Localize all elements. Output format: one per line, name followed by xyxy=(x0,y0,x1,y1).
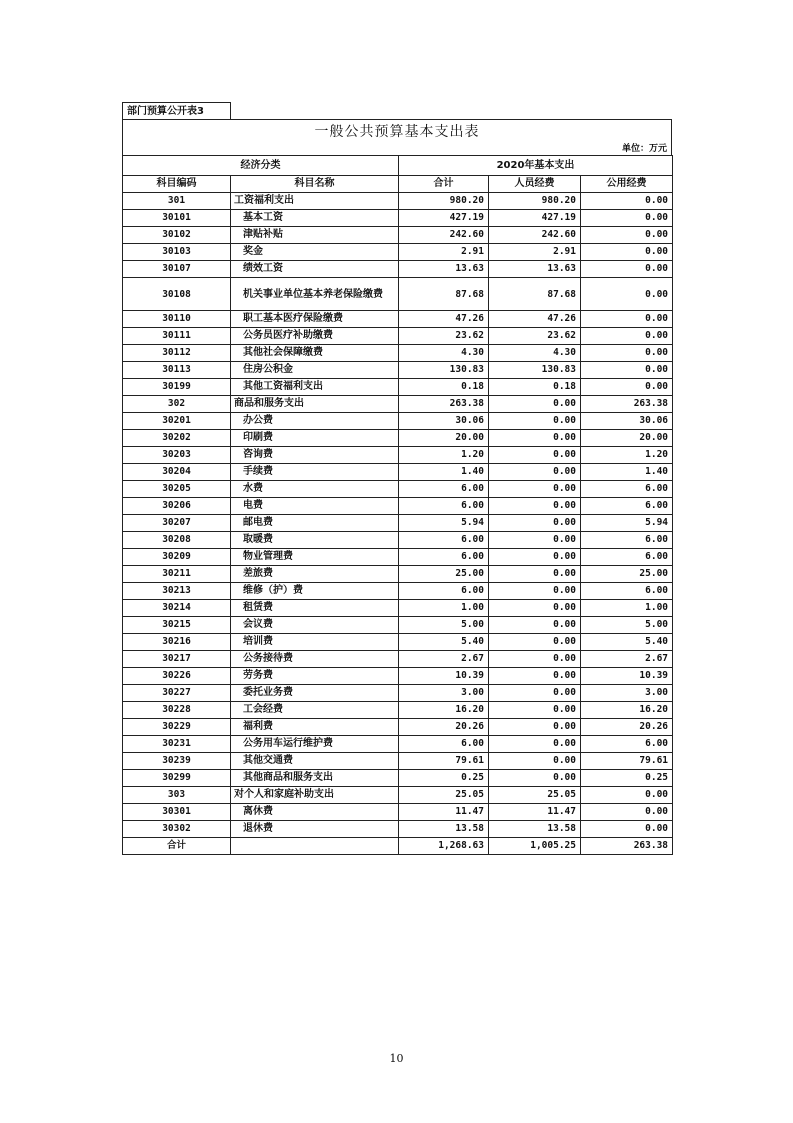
table-row xyxy=(123,278,673,311)
header-public: 公用经费 xyxy=(581,176,673,193)
expenditure-table xyxy=(122,155,673,855)
table-row xyxy=(123,481,673,498)
row-public: 0.00 xyxy=(581,379,673,396)
row-public: 3.00 xyxy=(581,685,673,702)
row-personnel: 0.00 xyxy=(489,753,581,770)
row-name: 物业管理费 xyxy=(231,549,399,566)
row-total: 23.62 xyxy=(399,328,489,345)
row-code: 30207 xyxy=(123,515,231,532)
row-total: 3.00 xyxy=(399,685,489,702)
header-year-group: 2020年基本支出 xyxy=(399,156,673,176)
row-total: 1.20 xyxy=(399,447,489,464)
row-personnel: 0.00 xyxy=(489,464,581,481)
row-personnel: 0.00 xyxy=(489,447,581,464)
table-row xyxy=(123,549,673,566)
row-public: 79.61 xyxy=(581,753,673,770)
row-total: 130.83 xyxy=(399,362,489,379)
header-personnel: 人员经费 xyxy=(489,176,581,193)
row-name: 其他商品和服务支出 xyxy=(231,770,399,787)
row-public: 0.00 xyxy=(581,787,673,804)
row-name: 电费 xyxy=(231,498,399,515)
row-public: 0.00 xyxy=(581,804,673,821)
row-personnel: 980.20 xyxy=(489,193,581,210)
row-total: 6.00 xyxy=(399,498,489,515)
row-code: 30216 xyxy=(123,634,231,651)
row-code: 30211 xyxy=(123,566,231,583)
row-personnel: 0.00 xyxy=(489,430,581,447)
row-total: 47.26 xyxy=(399,311,489,328)
row-personnel: 0.00 xyxy=(489,719,581,736)
row-code: 30226 xyxy=(123,668,231,685)
row-code: 30202 xyxy=(123,430,231,447)
row-code: 30301 xyxy=(123,804,231,821)
row-code: 30302 xyxy=(123,821,231,838)
table-title: 一般公共预算基本支出表 xyxy=(122,119,672,143)
row-public: 0.00 xyxy=(581,345,673,362)
row-public: 1.00 xyxy=(581,600,673,617)
row-personnel: 0.00 xyxy=(489,600,581,617)
row-name: 劳务费 xyxy=(231,668,399,685)
row-code: 30205 xyxy=(123,481,231,498)
table-row xyxy=(123,736,673,753)
row-name: 工会经费 xyxy=(231,702,399,719)
table-row xyxy=(123,821,673,838)
table-row xyxy=(123,583,673,600)
table-row xyxy=(123,804,673,821)
table-row xyxy=(123,651,673,668)
row-personnel: 242.60 xyxy=(489,227,581,244)
row-code: 30110 xyxy=(123,311,231,328)
row-public: 20.00 xyxy=(581,430,673,447)
row-total: 242.60 xyxy=(399,227,489,244)
total-personnel: 1,005.25 xyxy=(489,838,581,855)
row-total: 5.40 xyxy=(399,634,489,651)
row-personnel: 0.00 xyxy=(489,634,581,651)
row-personnel: 23.62 xyxy=(489,328,581,345)
table-row xyxy=(123,328,673,345)
row-public: 0.00 xyxy=(581,244,673,261)
total-amount: 1,268.63 xyxy=(399,838,489,855)
table-row xyxy=(123,227,673,244)
row-public: 5.40 xyxy=(581,634,673,651)
row-total: 0.25 xyxy=(399,770,489,787)
row-total: 2.91 xyxy=(399,244,489,261)
row-code: 30227 xyxy=(123,685,231,702)
table-row xyxy=(123,261,673,278)
doc-label-row xyxy=(122,102,672,119)
row-name: 职工基本医疗保险缴费 xyxy=(231,311,399,328)
row-total: 30.06 xyxy=(399,413,489,430)
row-total: 6.00 xyxy=(399,532,489,549)
row-total: 6.00 xyxy=(399,736,489,753)
row-public: 6.00 xyxy=(581,498,673,515)
table-row xyxy=(123,787,673,804)
row-public: 20.26 xyxy=(581,719,673,736)
total-row xyxy=(123,838,673,855)
budget-sheet xyxy=(122,102,672,855)
row-public: 6.00 xyxy=(581,583,673,600)
row-personnel: 0.18 xyxy=(489,379,581,396)
row-name: 离休费 xyxy=(231,804,399,821)
row-code: 30214 xyxy=(123,600,231,617)
row-name: 取暖费 xyxy=(231,532,399,549)
row-code: 30108 xyxy=(123,278,231,311)
row-name: 会议费 xyxy=(231,617,399,634)
row-public: 6.00 xyxy=(581,736,673,753)
row-name: 水费 xyxy=(231,481,399,498)
doc-label: 部门预算公开表3 xyxy=(122,102,231,119)
table-row xyxy=(123,379,673,396)
row-name: 机关事业单位基本养老保险缴费 xyxy=(231,278,399,311)
table-row xyxy=(123,244,673,261)
row-personnel: 0.00 xyxy=(489,770,581,787)
row-public: 0.00 xyxy=(581,328,673,345)
row-public: 16.20 xyxy=(581,702,673,719)
row-personnel: 25.05 xyxy=(489,787,581,804)
row-total: 87.68 xyxy=(399,278,489,311)
row-public: 1.40 xyxy=(581,464,673,481)
row-total: 20.26 xyxy=(399,719,489,736)
table-row xyxy=(123,617,673,634)
row-personnel: 47.26 xyxy=(489,311,581,328)
row-name: 福利费 xyxy=(231,719,399,736)
table-row xyxy=(123,396,673,413)
row-total: 5.00 xyxy=(399,617,489,634)
row-total: 79.61 xyxy=(399,753,489,770)
row-personnel: 0.00 xyxy=(489,668,581,685)
total-name-cell xyxy=(231,838,399,855)
row-name: 其他工资福利支出 xyxy=(231,379,399,396)
table-row xyxy=(123,210,673,227)
row-public: 0.00 xyxy=(581,821,673,838)
table-row xyxy=(123,464,673,481)
table-row xyxy=(123,413,673,430)
row-code: 30229 xyxy=(123,719,231,736)
row-name: 对个人和家庭补助支出 xyxy=(231,787,399,804)
row-total: 1.40 xyxy=(399,464,489,481)
row-public: 263.38 xyxy=(581,396,673,413)
row-personnel: 0.00 xyxy=(489,702,581,719)
row-code: 30239 xyxy=(123,753,231,770)
row-name: 公务接待费 xyxy=(231,651,399,668)
unit-label: 单位：万元 xyxy=(122,143,672,155)
row-personnel: 0.00 xyxy=(489,583,581,600)
row-name: 公务用车运行维护费 xyxy=(231,736,399,753)
table-row xyxy=(123,702,673,719)
row-personnel: 87.68 xyxy=(489,278,581,311)
row-total: 25.05 xyxy=(399,787,489,804)
row-public: 0.00 xyxy=(581,261,673,278)
table-row xyxy=(123,685,673,702)
header-row-columns xyxy=(123,176,673,193)
row-code: 30209 xyxy=(123,549,231,566)
row-personnel: 0.00 xyxy=(489,549,581,566)
row-personnel: 427.19 xyxy=(489,210,581,227)
row-code: 30299 xyxy=(123,770,231,787)
row-public: 6.00 xyxy=(581,481,673,498)
row-total: 980.20 xyxy=(399,193,489,210)
row-name: 奖金 xyxy=(231,244,399,261)
row-total: 263.38 xyxy=(399,396,489,413)
row-code: 30113 xyxy=(123,362,231,379)
row-personnel: 0.00 xyxy=(489,685,581,702)
row-total: 6.00 xyxy=(399,481,489,498)
row-code: 30204 xyxy=(123,464,231,481)
row-code: 30201 xyxy=(123,413,231,430)
row-personnel: 0.00 xyxy=(489,515,581,532)
row-name: 基本工资 xyxy=(231,210,399,227)
table-row xyxy=(123,668,673,685)
row-name: 维修（护）费 xyxy=(231,583,399,600)
row-public: 30.06 xyxy=(581,413,673,430)
row-code: 30107 xyxy=(123,261,231,278)
row-code: 30112 xyxy=(123,345,231,362)
row-name: 差旅费 xyxy=(231,566,399,583)
row-total: 20.00 xyxy=(399,430,489,447)
row-name: 委托业务费 xyxy=(231,685,399,702)
row-public: 1.20 xyxy=(581,447,673,464)
row-public: 0.00 xyxy=(581,311,673,328)
row-personnel: 0.00 xyxy=(489,617,581,634)
table-row xyxy=(123,193,673,210)
row-name: 津贴补贴 xyxy=(231,227,399,244)
row-name: 印刷费 xyxy=(231,430,399,447)
table-row xyxy=(123,498,673,515)
row-name: 办公费 xyxy=(231,413,399,430)
row-name: 咨询费 xyxy=(231,447,399,464)
row-total: 10.39 xyxy=(399,668,489,685)
row-personnel: 0.00 xyxy=(489,532,581,549)
row-name: 其他社会保障缴费 xyxy=(231,345,399,362)
row-code: 30228 xyxy=(123,702,231,719)
row-total: 0.18 xyxy=(399,379,489,396)
row-code: 30206 xyxy=(123,498,231,515)
row-personnel: 4.30 xyxy=(489,345,581,362)
row-code: 30215 xyxy=(123,617,231,634)
row-personnel: 2.91 xyxy=(489,244,581,261)
row-public: 0.00 xyxy=(581,210,673,227)
row-public: 5.00 xyxy=(581,617,673,634)
row-total: 6.00 xyxy=(399,583,489,600)
row-name: 邮电费 xyxy=(231,515,399,532)
row-personnel: 0.00 xyxy=(489,736,581,753)
row-public: 6.00 xyxy=(581,532,673,549)
row-code: 30199 xyxy=(123,379,231,396)
row-personnel: 0.00 xyxy=(489,498,581,515)
row-name: 商品和服务支出 xyxy=(231,396,399,413)
row-total: 5.94 xyxy=(399,515,489,532)
row-name: 培训费 xyxy=(231,634,399,651)
row-personnel: 13.58 xyxy=(489,821,581,838)
row-name: 公务员医疗补助缴费 xyxy=(231,328,399,345)
row-total: 25.00 xyxy=(399,566,489,583)
total-public: 263.38 xyxy=(581,838,673,855)
table-row xyxy=(123,770,673,787)
row-code: 302 xyxy=(123,396,231,413)
table-row xyxy=(123,566,673,583)
table-row xyxy=(123,345,673,362)
row-total: 16.20 xyxy=(399,702,489,719)
row-code: 30203 xyxy=(123,447,231,464)
table-row xyxy=(123,515,673,532)
row-personnel: 0.00 xyxy=(489,566,581,583)
row-name: 退休费 xyxy=(231,821,399,838)
row-code: 30102 xyxy=(123,227,231,244)
row-public: 0.00 xyxy=(581,193,673,210)
row-total: 2.67 xyxy=(399,651,489,668)
row-total: 13.58 xyxy=(399,821,489,838)
row-total: 11.47 xyxy=(399,804,489,821)
row-code: 30111 xyxy=(123,328,231,345)
header-name: 科目名称 xyxy=(231,176,399,193)
row-public: 0.00 xyxy=(581,278,673,311)
row-code: 30101 xyxy=(123,210,231,227)
table-row xyxy=(123,362,673,379)
row-total: 4.30 xyxy=(399,345,489,362)
row-personnel: 0.00 xyxy=(489,651,581,668)
table-row xyxy=(123,634,673,651)
row-code: 30217 xyxy=(123,651,231,668)
row-total: 6.00 xyxy=(399,549,489,566)
row-personnel: 0.00 xyxy=(489,413,581,430)
row-personnel: 0.00 xyxy=(489,396,581,413)
row-public: 0.25 xyxy=(581,770,673,787)
row-code: 303 xyxy=(123,787,231,804)
row-total: 427.19 xyxy=(399,210,489,227)
row-total: 13.63 xyxy=(399,261,489,278)
row-personnel: 11.47 xyxy=(489,804,581,821)
row-name: 其他交通费 xyxy=(231,753,399,770)
row-code: 30208 xyxy=(123,532,231,549)
table-row xyxy=(123,430,673,447)
row-name: 工资福利支出 xyxy=(231,193,399,210)
row-personnel: 13.63 xyxy=(489,261,581,278)
table-row xyxy=(123,532,673,549)
header-row-group xyxy=(123,156,673,176)
row-public: 0.00 xyxy=(581,227,673,244)
table-body xyxy=(123,193,673,838)
row-personnel: 130.83 xyxy=(489,362,581,379)
table-row xyxy=(123,600,673,617)
row-name: 住房公积金 xyxy=(231,362,399,379)
row-total: 1.00 xyxy=(399,600,489,617)
row-code: 30213 xyxy=(123,583,231,600)
header-econ-class: 经济分类 xyxy=(123,156,399,176)
total-label: 合计 xyxy=(123,838,231,855)
table-row xyxy=(123,447,673,464)
row-code: 30231 xyxy=(123,736,231,753)
row-name: 绩效工资 xyxy=(231,261,399,278)
table-row xyxy=(123,311,673,328)
header-code: 科目编码 xyxy=(123,176,231,193)
table-row xyxy=(123,753,673,770)
row-personnel: 0.00 xyxy=(489,481,581,498)
row-public: 0.00 xyxy=(581,362,673,379)
row-code: 30103 xyxy=(123,244,231,261)
row-name: 手续费 xyxy=(231,464,399,481)
row-name: 租赁费 xyxy=(231,600,399,617)
table-row xyxy=(123,719,673,736)
page-number: 10 xyxy=(389,1052,404,1065)
row-code: 301 xyxy=(123,193,231,210)
row-public: 10.39 xyxy=(581,668,673,685)
row-public: 6.00 xyxy=(581,549,673,566)
row-public: 5.94 xyxy=(581,515,673,532)
row-public: 25.00 xyxy=(581,566,673,583)
row-public: 2.67 xyxy=(581,651,673,668)
header-total: 合计 xyxy=(399,176,489,193)
